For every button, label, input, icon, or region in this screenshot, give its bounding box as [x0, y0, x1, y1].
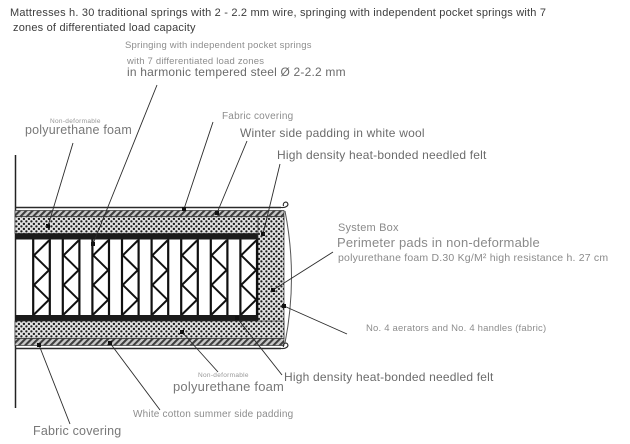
- spring-column: [63, 240, 80, 316]
- leader-summer: [110, 343, 160, 410]
- leader-dot: [182, 207, 186, 211]
- spring-column: [92, 240, 109, 316]
- fabric-top-curl: [281, 202, 288, 207]
- spring-column: [152, 240, 169, 316]
- foam-layer-bottom: [15, 321, 284, 339]
- spring-column: [33, 240, 50, 316]
- leader-dot: [46, 224, 50, 228]
- leader-fabric-top: [184, 122, 213, 209]
- label-system-box: System Box: [338, 222, 399, 234]
- foam-layer-top: [15, 217, 284, 234]
- label-perimeter-foam: polyurethane foam D.30 Kg/M² high resistance h. 27 cm: [338, 252, 609, 264]
- right-edge-arc: [285, 211, 292, 343]
- leader-dot: [271, 288, 275, 292]
- leader-dot: [215, 211, 219, 215]
- leader-aerators: [284, 306, 347, 334]
- label-felt-top: High density heat-bonded needled felt: [277, 148, 487, 162]
- pocket-springs: [33, 240, 257, 316]
- label-summer-padding: White cotton summer side padding: [133, 409, 294, 420]
- label-perimeter-pads: Perimeter pads in non-deformable: [337, 235, 540, 250]
- felt-layer-bottom: [15, 315, 258, 321]
- summer-padding-layer: [15, 339, 284, 346]
- leader-dot: [235, 316, 239, 320]
- label-springing-line2: with 7 differentiated load zones: [127, 56, 265, 67]
- spring-column: [181, 240, 198, 316]
- leader-dot: [282, 304, 286, 308]
- label-felt-bottom: High density heat-bonded needled felt: [284, 370, 494, 384]
- spring-column: [240, 240, 257, 316]
- leader-fabric-bottom: [39, 345, 70, 424]
- leader-dot: [261, 232, 265, 236]
- label-aerators-handles: No. 4 aerators and No. 4 handles (fabric): [366, 323, 547, 334]
- leader-dot: [180, 330, 184, 334]
- leader-dot: [91, 242, 95, 246]
- leader-dot: [108, 341, 112, 345]
- label-springing-line1: Springing with independent pocket springs: [125, 40, 312, 51]
- label-foam-top: polyurethane foam: [25, 123, 132, 137]
- felt-layer-top: [15, 234, 258, 240]
- leader-lines: [39, 85, 347, 424]
- label-foam-bottom-small: Non-deformable: [198, 372, 249, 379]
- label-foam-bottom: polyurethane foam: [173, 379, 285, 394]
- page-title-line2: zones of differentiated load capacity: [13, 22, 196, 34]
- page-title-line1: Mattresses h. 30 traditional springs with 2 - 2.2 mm wire, springing with independent pocket springs with 7: [10, 7, 547, 19]
- winter-padding-layer: [15, 211, 284, 217]
- leader-winter: [217, 141, 247, 213]
- leader-dot: [37, 343, 41, 347]
- label-fabric-top: Fabric covering: [222, 111, 294, 122]
- label-winter-padding: Winter side padding in white wool: [240, 126, 425, 140]
- label-foam-top-small: Non-deformable: [50, 118, 101, 125]
- spring-column: [211, 240, 228, 316]
- label-fabric-bottom: Fabric covering: [33, 424, 122, 438]
- spring-column: [122, 240, 139, 316]
- label-springing-line3: in harmonic tempered steel Ø 2-2.2 mm: [127, 65, 346, 79]
